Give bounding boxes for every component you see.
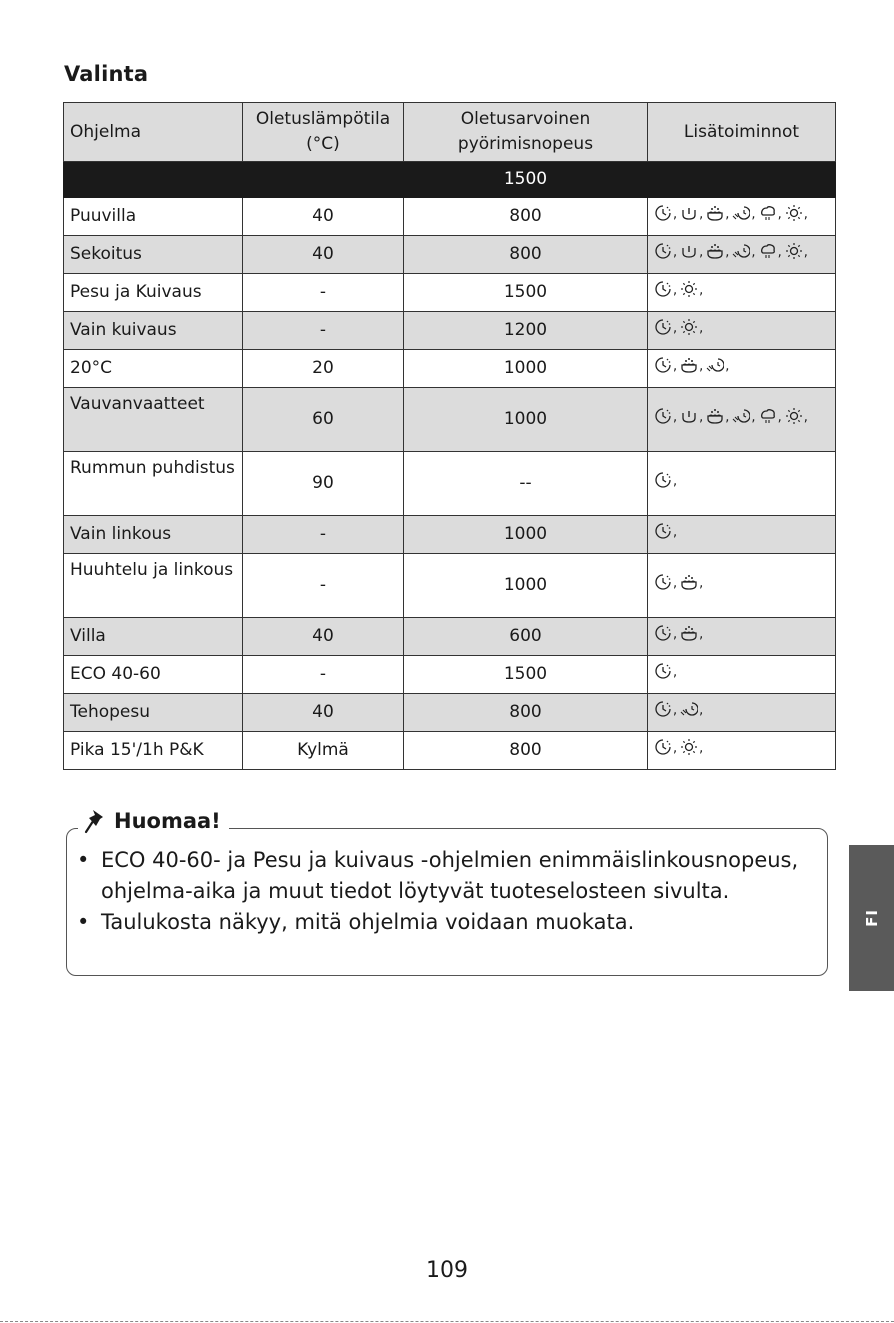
steam-icon (759, 204, 777, 222)
language-tab: FI (849, 845, 894, 991)
program-name: Sekoitus (64, 236, 243, 274)
default-spin-speed: -- (404, 452, 648, 516)
program-name: Huuhtelu ja linkous (64, 554, 243, 618)
timer-icon (654, 318, 672, 336)
program-name: Villa (64, 618, 243, 656)
default-temperature: 40 (243, 236, 404, 274)
timer-icon (654, 624, 672, 642)
timer-icon (654, 573, 672, 591)
extra-rinse-icon (732, 242, 750, 260)
table-row (64, 516, 836, 554)
table-row (64, 694, 836, 732)
header-spin-speed: Oletusarvoinen pyörimisnopeus (404, 103, 648, 162)
program-name: Tehopesu (64, 694, 243, 732)
program-name: 20°C (64, 350, 243, 388)
timer-icon (654, 662, 672, 680)
default-spin-speed: 800 (404, 694, 648, 732)
note-box (66, 828, 828, 976)
program-name: Rummun puhdistus (64, 452, 243, 516)
default-spin-speed: 1200 (404, 312, 648, 350)
option-icons: , , , , , , (648, 388, 836, 452)
timer-icon (654, 471, 672, 489)
rinse-icon (680, 356, 698, 374)
default-temperature: 40 (243, 618, 404, 656)
dry-icon (680, 280, 698, 298)
default-temperature: 60 (243, 388, 404, 452)
timer-icon (654, 356, 672, 374)
rinse-icon (706, 242, 724, 260)
default-spin-speed: 800 (404, 198, 648, 236)
timer-icon (654, 700, 672, 718)
cut-line (0, 1321, 894, 1322)
extra-rinse-icon (732, 407, 750, 425)
dry-icon (680, 738, 698, 756)
note-heading-text: Huomaa! (114, 809, 221, 833)
table-row (64, 388, 836, 452)
band-value: 1500 (404, 162, 648, 198)
default-temperature: 20 (243, 350, 404, 388)
extra-rinse-icon (680, 700, 698, 718)
default-spin-speed: 1000 (404, 350, 648, 388)
table-row (64, 452, 836, 516)
steam-icon (759, 407, 777, 425)
note-bullet: • ECO 40-60- ja Pesu ja kuivaus -ohjelmien enimmäislinkousnopeus, ohjelma-aika ja muut tiedot löytyvät tuoteselosteen sivulta. (77, 848, 799, 903)
program-name: Vain linkous (64, 516, 243, 554)
table-row (64, 198, 836, 236)
option-icons: , , (648, 312, 836, 350)
option-icons: , (648, 516, 836, 554)
option-icons: , , (648, 694, 836, 732)
dry-icon (785, 204, 803, 222)
default-spin-speed: 600 (404, 618, 648, 656)
default-spin-speed: 1000 (404, 554, 648, 618)
table-row (64, 274, 836, 312)
option-icons: , , (648, 274, 836, 312)
rinse-icon (680, 624, 698, 642)
default-spin-speed: 800 (404, 236, 648, 274)
page-number: 109 (426, 1258, 468, 1283)
header-temperature: Oletuslämpötila (°C) (243, 103, 404, 162)
prewash-icon (680, 407, 698, 425)
program-name: Puuvilla (64, 198, 243, 236)
timer-icon (654, 738, 672, 756)
default-temperature: 40 (243, 694, 404, 732)
program-name: Pesu ja Kuivaus (64, 274, 243, 312)
default-temperature: - (243, 516, 404, 554)
option-icons: , (648, 452, 836, 516)
default-temperature: - (243, 274, 404, 312)
default-spin-speed: 1500 (404, 656, 648, 694)
table-row (64, 656, 836, 694)
timer-icon (654, 522, 672, 540)
rinse-icon (706, 204, 724, 222)
program-name: Vauvanvaatteet (64, 388, 243, 452)
default-spin-speed: 1000 (404, 388, 648, 452)
header-program: Ohjelma (64, 103, 243, 162)
table-row (64, 732, 836, 770)
prewash-icon (680, 242, 698, 260)
extra-rinse-icon (732, 204, 750, 222)
default-temperature: - (243, 312, 404, 350)
table-header-row (64, 103, 836, 162)
note-bullet: • Taulukosta näkyy, mitä ohjelmia voidaan muokata. (77, 910, 635, 934)
timer-icon (654, 242, 672, 260)
section-title: Valinta (64, 62, 149, 86)
default-temperature: 40 (243, 198, 404, 236)
timer-icon (654, 204, 672, 222)
prewash-icon (680, 204, 698, 222)
default-temperature: - (243, 656, 404, 694)
program-name: Pika 15'/1h P&K (64, 732, 243, 770)
option-icons: , (648, 656, 836, 694)
table-row (64, 554, 836, 618)
pushpin-icon (84, 808, 108, 834)
default-temperature: - (243, 554, 404, 618)
default-temperature: 90 (243, 452, 404, 516)
option-icons: , , (648, 554, 836, 618)
timer-icon (654, 280, 672, 298)
option-icons: , , , , , , (648, 236, 836, 274)
program-name: ECO 40-60 (64, 656, 243, 694)
dry-icon (680, 318, 698, 336)
rinse-icon (680, 573, 698, 591)
option-icons: , , , (648, 350, 836, 388)
default-spin-speed: 1500 (404, 274, 648, 312)
table-row (64, 236, 836, 274)
default-spin-speed: 1000 (404, 516, 648, 554)
header-options: Lisätoiminnot (648, 103, 836, 162)
default-temperature: Kylmä (243, 732, 404, 770)
table-row (64, 312, 836, 350)
default-spin-speed: 800 (404, 732, 648, 770)
extra-rinse-icon (706, 356, 724, 374)
rinse-icon (706, 407, 724, 425)
program-table (63, 102, 836, 770)
timer-icon (654, 407, 672, 425)
program-name: Vain kuivaus (64, 312, 243, 350)
note-list (77, 845, 817, 938)
dry-icon (785, 407, 803, 425)
option-icons: , , (648, 732, 836, 770)
dry-icon (785, 242, 803, 260)
table-band-row (64, 162, 836, 198)
table-row (64, 350, 836, 388)
note-heading (78, 808, 229, 834)
option-icons: , , , , , , (648, 198, 836, 236)
steam-icon (759, 242, 777, 260)
option-icons: , , (648, 618, 836, 656)
table-row (64, 618, 836, 656)
